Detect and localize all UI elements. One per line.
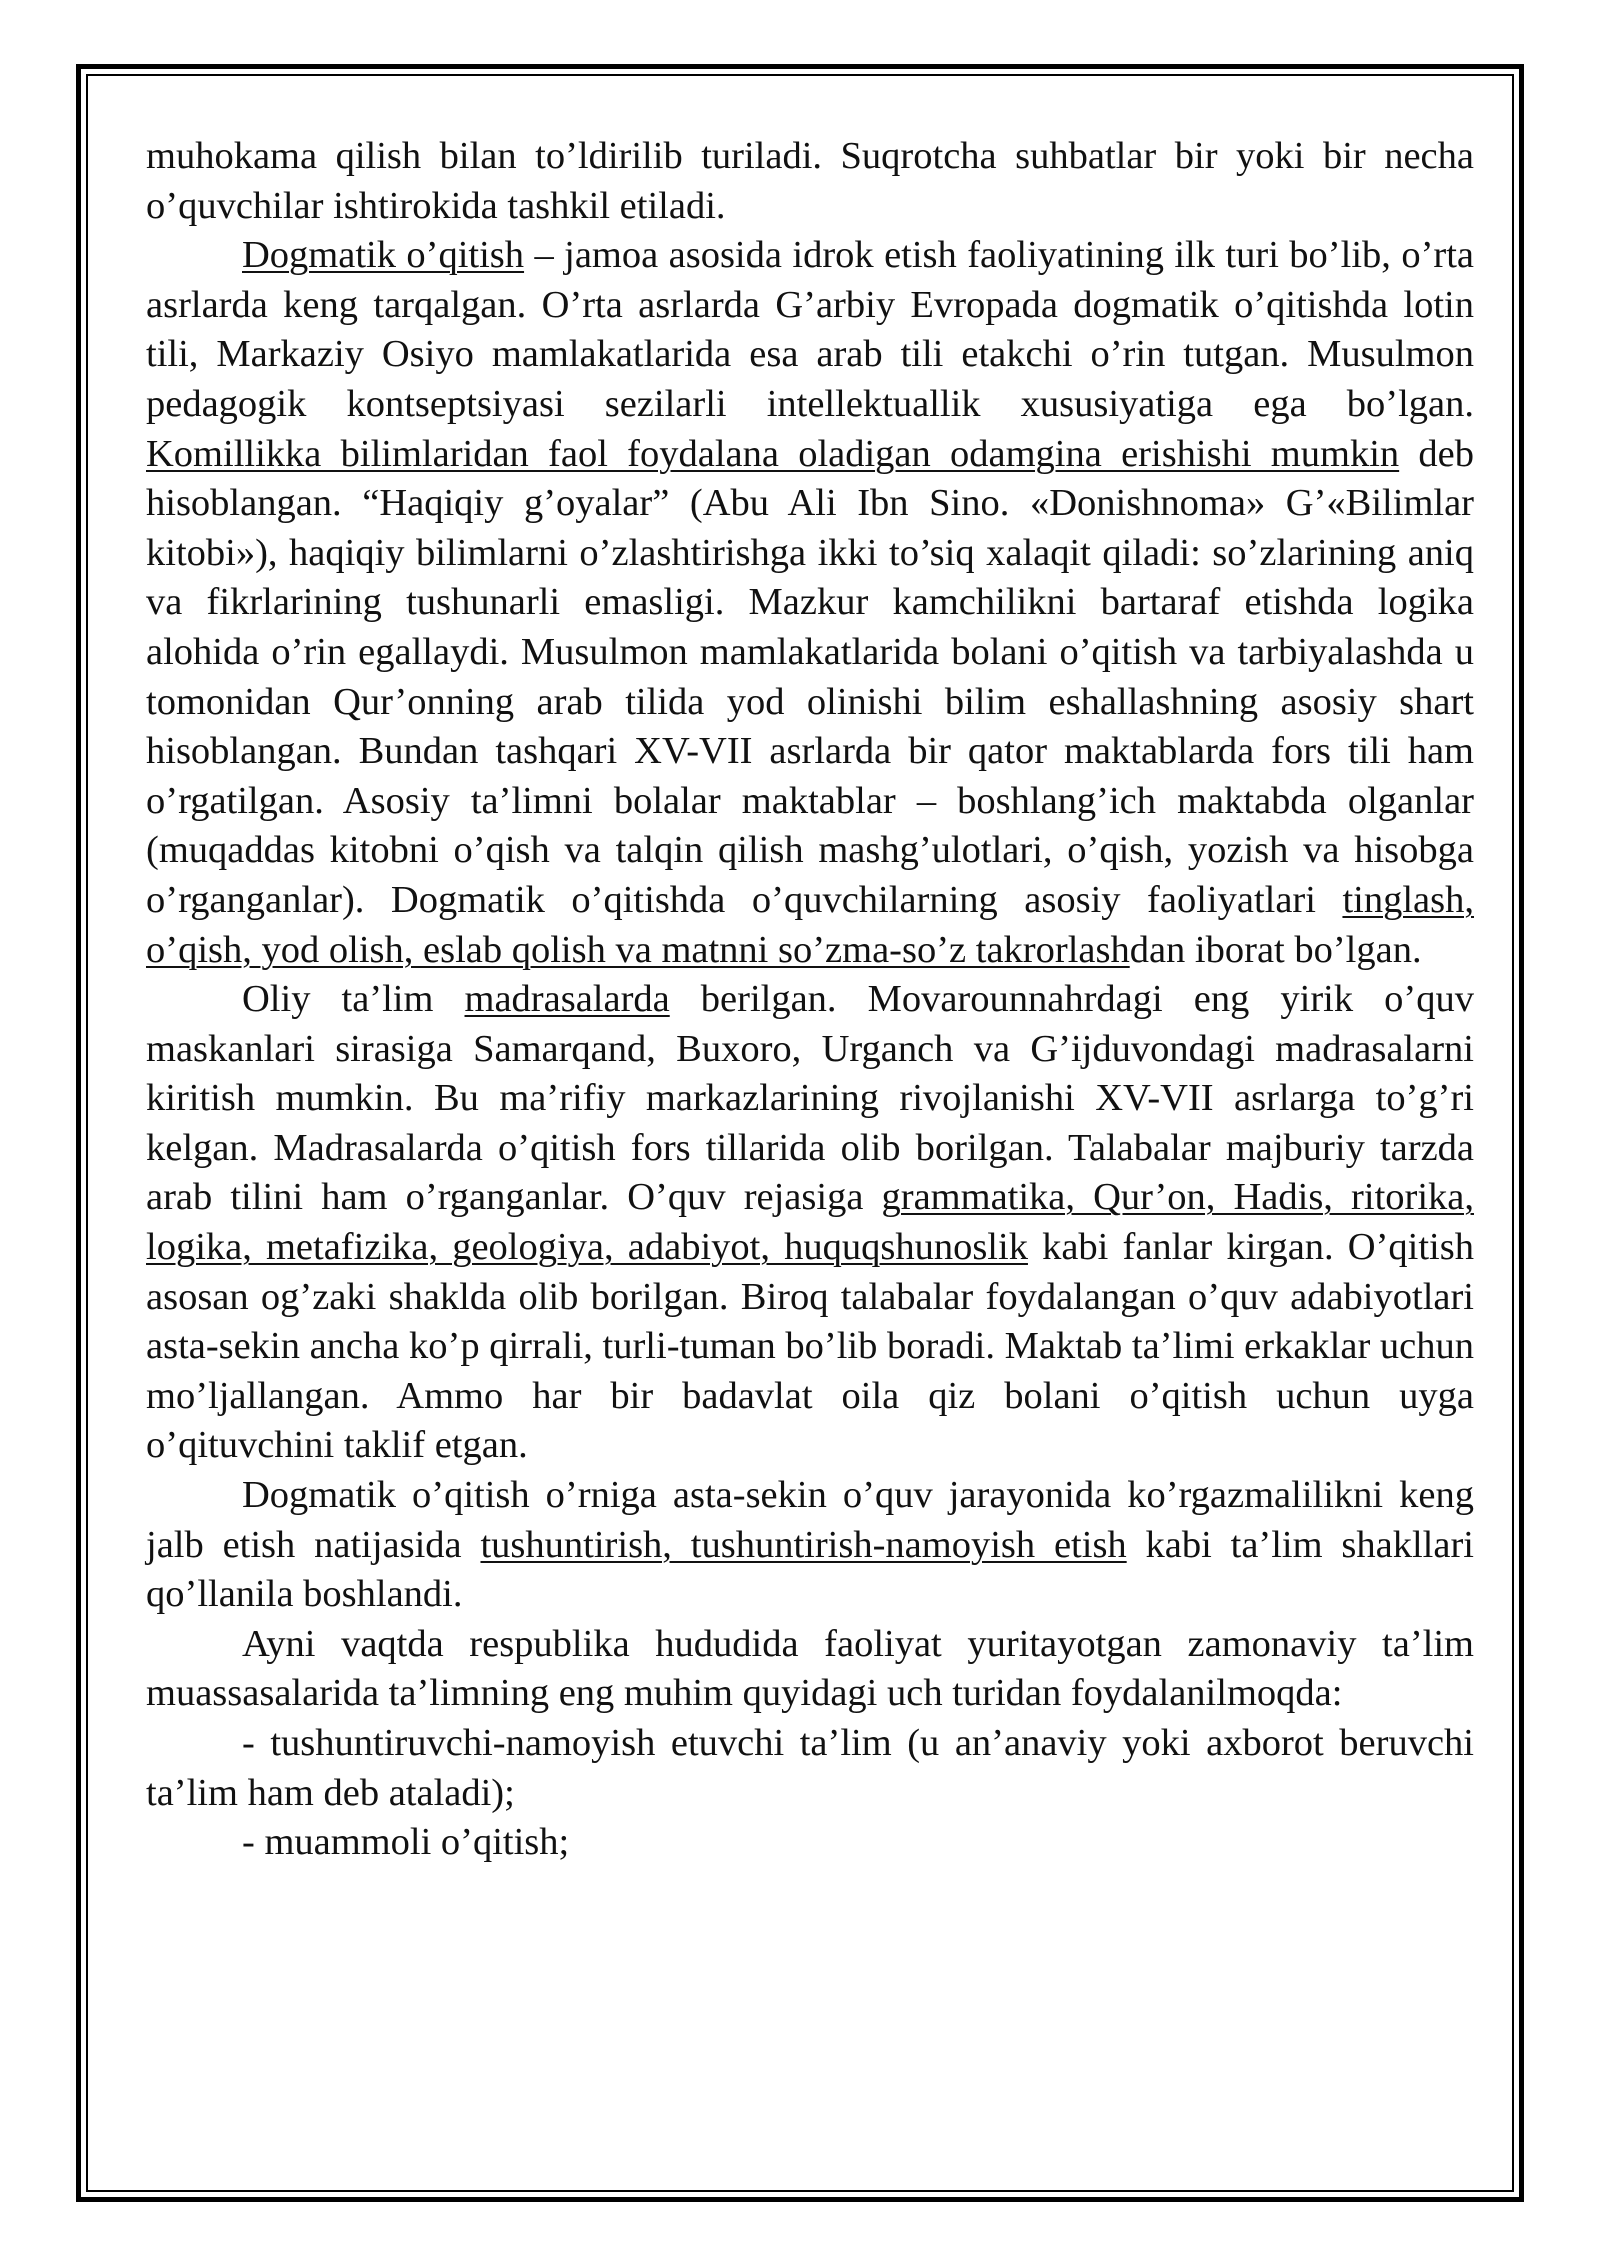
underlined-term: madrasalarda xyxy=(464,978,670,1021)
paragraph-text: deb hisoblangan. “Haqiqiy g’oyalar” (Abu Ali Ibn Sino. «Donishnoma» G’«Bilimlar kitobi»), haqiqiy bilimlarni o’zlashtirishga ikki to’siq xalaqit qiladi: so’zlarining aniq va fikrlarining tushunarli emasligi. Mazkur kamchilikni bartaraf etishda logika alohida o’rin egallaydi. Musulmon mamlakatlarida bolani o’qitish va tarbiyalashda u tomonidan Qur’onning arab tilida yod olinishi bilim eshallashning asosiy shart hisoblangan. Bundan tashqari XV-VII asrlarda bir qator maktablarda fors tili ham o’rgatilgan. Asosiy ta’limni bolalar maktablar – boshlang’ich maktabda olganlar (muqaddas kitobni o’qish va talqin qilish mashg’ulotlari, o’qish, yozish va hisobga o’rganganlar). Dogmatik o’qitishda o’quvchilarning asosiy faoliyatlari xyxy=(146,432,1474,921)
paragraph-text: dan iborat bo’lgan. xyxy=(1129,928,1422,971)
paragraph-text: Dogmatik o’qitish o’rniga asta-sekin o’quv jarayonida ko’rgazmalilikni keng jalb etish natijasida xyxy=(146,1474,1474,1566)
paragraph-5: Ayni vaqtda respublika hududida faoliyat yuritayotgan zamonaviy ta’lim muassasalarida ta’limning eng muhim quyidagi uch turidan foydalanilmoqda: xyxy=(146,1622,1474,1715)
paragraph-text: kabi fanlar kirgan. O’qitish asosan og’zaki shaklda olib borilgan. Biroq talabalar foydalangan o’quv adabiyotlari asta-sekin ancha ko’p qirrali, turli-tuman bo’lib boradi. Maktab ta’limi erkaklar uchun mo’ljallangan. Ammo har bir badavlat oila qiz bolani o’qitish uchun uyga o’qituvchini taklif etgan. xyxy=(146,1226,1474,1467)
paragraph-1: muhokama qilish bilan to’ldirilib turiladi. Suqrotcha suhbatlar bir yoki bir necha o’quvchilar ishtirokida tashkil etiladi. xyxy=(146,135,1474,227)
underlined-phrase: grammatika, Qur’on, Hadis, ritorika, logika, metafizika, geologiya, adabiyot, huquqshunoslik xyxy=(146,1176,1474,1269)
document-body xyxy=(146,132,1474,1868)
paragraph-text: – jamoa asosida idrok etish faoliyatining ilk turi bo’lib, o’rta asrlarda keng tarqalgan. O’rta asrlarda G’arbiy Evropada dogmatik o’qitishda lotin tili, Markaziy Osiyo mamlakatlarida esa arab tili etakchi o’rin tutgan. Musulmon pedagogik kontseptsiyasi sezilarli intellektuallik xususiyatiga ega bo’lgan. xyxy=(146,234,1474,425)
paragraph-text: kabi ta’lim shakllari qo’llanila boshlandi. xyxy=(146,1523,1474,1616)
paragraph-text: Oliy ta’lim xyxy=(242,978,465,1021)
underlined-phrase: tinglash, o’qish, yod olish, eslab qolish va matnni so’zma-so’z takrorlash xyxy=(146,878,1474,971)
list-item: - tushuntiruvchi-namoyish etuvchi ta’lim (u an’anaviy yoki axborot beruvchi ta’lim ham deb ataladi); xyxy=(146,1722,1474,1814)
paragraph-2 xyxy=(146,231,1474,975)
paragraph-4 xyxy=(146,1471,1474,1620)
underlined-term: Dogmatik o’qitish xyxy=(242,234,525,277)
list-item: - muammoli o’qitish; xyxy=(242,1821,570,1864)
underlined-phrase: tushuntirish, tushuntirish-namoyish etish xyxy=(480,1523,1127,1566)
paragraph-3 xyxy=(146,975,1474,1471)
underlined-phrase: Komillikka bilimlaridan faol foydalana oladigan odamgina erishishi mumkin xyxy=(146,432,1400,475)
paragraph-text: berilgan. Movarounnahrdagi eng yirik o’quv maskanlari sirasiga Samarqand, Buxoro, Urganch va G’ijduvondagi madrasalarni kiritish mumkin. Bu ma’rifiy markazlarining rivojlanishi XV-VII asrlarga to’g’ri kelgan. Madrasalarda o’qitish fors tillarida olib borilgan. Talabalar majburiy tarzda arab tilini ham o’rganganlar. O’quv rejasiga xyxy=(146,978,1474,1219)
